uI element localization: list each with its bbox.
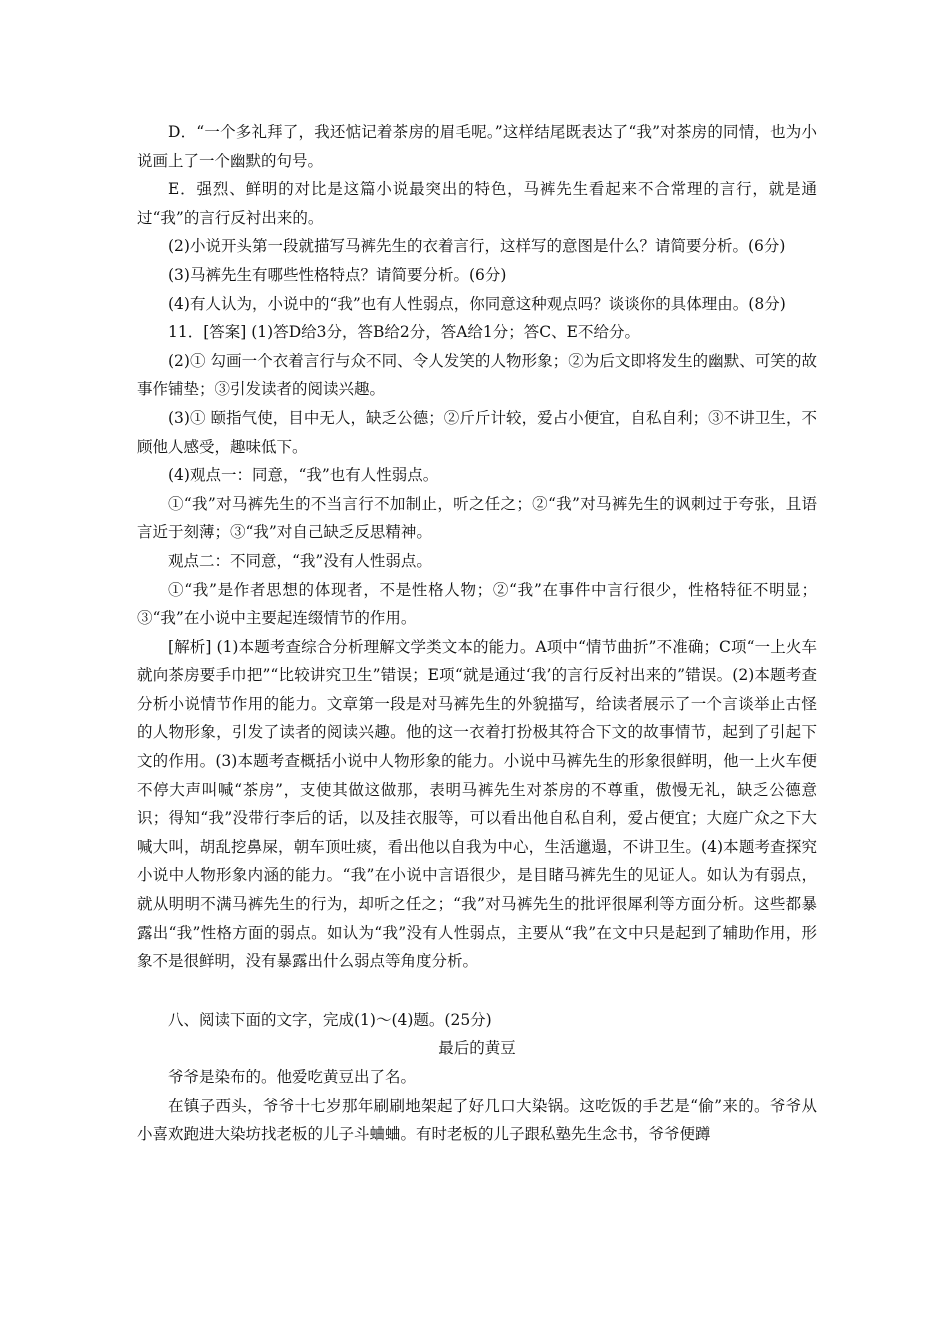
document-page <box>137 118 817 1149</box>
question-2-text: (2)小说开头第一段就描写马裤先生的衣着言行，这样写的意图是什么？请简要分析。(6分) <box>168 237 786 256</box>
answer-4-view-1-heading: (4)观点一：同意，“我”也有人性弱点。 <box>168 466 439 485</box>
answer-2-text: (2)① 勾画一个衣着言行与众不同、令人发笑的人物形象；②为后文即将发生的幽默、可笑的故事作铺垫；③引发读者的阅读兴趣。 <box>137 351 817 399</box>
option-d-text: D．“一个多礼拜了，我还惦记着茶房的眉毛呢。”这样结尾既表达了“我”对茶房的同情，也为小说画上了一个幽默的句号。 <box>137 123 817 170</box>
question-3-text: (3)马裤先生有哪些性格特点？请简要分析。(6分) <box>168 265 507 284</box>
section-spacer <box>137 976 817 1006</box>
option-e-text: E．强烈、鲜明的对比是这篇小说最突出的特色，马裤先生看起来不合常理的言行，就是通过“我”的言行反衬出来的。 <box>137 180 817 227</box>
answer-11-text: 11．[答案] (1)答D给3分，答B给2分，答A给1分；答C、E不给分。 <box>168 323 640 342</box>
answer-4-view-1-text: ①“我”对马裤先生的不当言行不加制止，听之任之；②“我”对马裤先生的讽刺过于夸张，且语言近于刻薄；③“我”对自己缺乏反思精神。 <box>137 494 817 542</box>
analysis-text: [解析] (1)本题考查综合分析理解文学类文本的能力。A项中“情节曲折”不准确；C项“一上火车就向茶房要手巾把”“比较讲究卫生”错误；E项“就是通过‘我’的言行反衬出来的”错误。(2)本题考查分析小说情节作用的能力。文章第一段是对马裤先生的外貌描写，给读者展示了一个言谈举止古怪的人物形象，引发了读者的阅读兴趣。他的这一衣着打扮极其符合下文的故事情节，起到了引起下文的作用。(3)本题考查概括小说中人物形象的能力。小说中马裤先生的形象很鲜明，他一上火车便不停大声叫喊“茶房”，支使其做这做那，表明马裤先生对茶房的不尊重，傲慢无礼，缺乏公德意识；得知“我”没带行李后的话，以及挂衣服等，可以看出他自私自利，爱占便宜；大庭广众之下大喊大叫，胡乱挖鼻屎，朝车顶吐痰，看出他以自我为中心，生活邋遢，不讲卫生。(4)本题考查探究小说中人物形象内涵的能力。“我”在小说中言语很少，是目睹马裤先生的见证人。如认为有弱点，就从明明不满马裤先生的行为，却听之任之；“我”对马裤先生的批评很犀利等方面分析。这些都暴露出“我”性格方面的弱点。如认为“我”没有人性弱点，主要从“我”在文中只是起到了辅助作用，形象不是很鲜明，没有暴露出什么弱点等角度分析。 <box>137 637 817 971</box>
answer-3-text: (3)① 颐指气使，目中无人，缺乏公德；②斤斤计较，爱占小便宜，自私自利；③不讲卫生，不顾他人感受，趣味低下。 <box>137 408 817 456</box>
story-paragraph: 在镇子西头，爷爷十七岁那年刷刷地架起了好几口大染锅。这吃饭的手艺是“偷”来的。爷爷从小喜欢跑进大染坊找老板的儿子斗蛐蛐。有时老板的儿子跟私塾先生念书，爷爷便蹲 <box>137 1096 817 1144</box>
question-4-text: (4)有人认为，小说中的“我”也有人性弱点，你同意这种观点吗？谈谈你的具体理由。(8分) <box>168 294 786 313</box>
story-paragraph: 爷爷是染布的。他爱吃黄豆出了名。 <box>168 1068 417 1086</box>
section-8-heading: 八、阅读下面的文字，完成(1)～(4)题。(25分) <box>168 1010 492 1029</box>
answer-4-view-2-heading: 观点二：不同意，“我”没有人性弱点。 <box>168 551 432 570</box>
answer-4-view-2-text: ①“我”是作者思想的体现者，不是性格人物；②“我”在事件中言行很少，性格特征不明显；③“我”在小说中主要起连缀情节的作用。 <box>137 580 817 628</box>
story-title: 最后的黄豆 <box>438 1039 516 1058</box>
